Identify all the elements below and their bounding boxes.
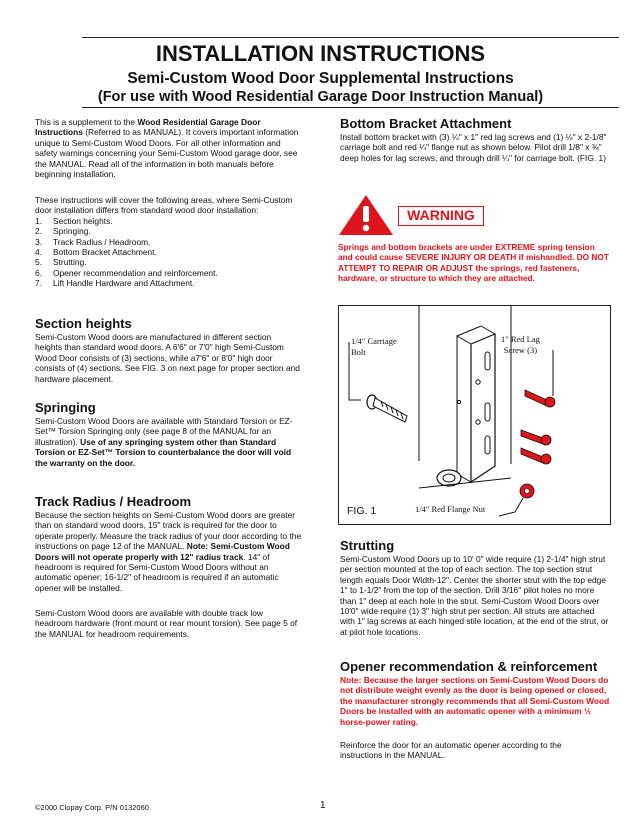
page-subtitle: Semi-Custom Wood Door Supplemental Instructions — [127, 70, 514, 87]
figure-label-lag-screw: 1" Red Lag Screw (3) — [501, 334, 540, 355]
list-item: 7. Lift Handle Hardware and Attachment. — [35, 278, 195, 289]
header-bottom-rule — [82, 107, 619, 108]
bottom-bracket-heading: Bottom Bracket Attachment — [340, 116, 512, 131]
footer-copyright: ©2000 Clopay Corp. P/N 0132060 — [35, 803, 149, 812]
list-item: 4. Bottom Bracket Attachment. — [35, 247, 157, 258]
springing-heading: Springing — [35, 400, 96, 415]
track-text-2: Semi-Custom Wood doors are available with double track low headroom hardware (front mount or rear mount torsion). See page 5 of the MANUAL for headroom requirements. — [35, 608, 298, 639]
intro-areas-text: These instructions will cover the following areas, where Semi-Custom door installation differs from standard wood door installation: — [35, 195, 293, 216]
flange-nut-icon — [520, 484, 534, 498]
warning-triangle-icon — [338, 194, 394, 236]
strutting-text: Semi-Custom Wood Doors up to 10' 0" wide require (1) 2-1/4" high strut per section mounted at the top of each section. The top section strut length equals Door Width-12". Center the shorter strut with the top edge 1" to 1-1/2" from the top of the section. Drill 3/16" pilot holes no more than 1" deep at each hole in the strut. Semi-Custom Wood Doors over 10'0" wide require (1) 3" high strut per section. All struts are attached with 1" lag screws at each hinged stile location, at the end of the strut, or at pilot hole locations. — [340, 554, 609, 637]
track-heading: Track Radius / Headroom — [35, 494, 192, 509]
header-top-rule — [82, 37, 619, 38]
intro-paragraph: This is a supplement to the Wood Residential Garage Door Instructions (Referred to as MANUAL). It covers important information unique to Semi-Custom Wood Doors. For all other information and safety warnings concerning your Semi-Custom Wood garage door, see the MANUAL. Read all of the information in both manuals before beginning installation. — [35, 117, 299, 180]
list-item: 3. Track Radius / Headroom. — [35, 236, 151, 247]
warning-label: WARNING — [407, 207, 475, 223]
bottom-bracket-text: Install bottom bracket with (3) ¼" x 1" red lag screws and (1) ¼" x 2-1/8" carriage bolt and red ¼" flange nut as shown below. Pilot drill 1/8" x ¾" deep holes for lag screws, and through drill ¼" for carriage bolt. (FIG. 1) — [340, 132, 607, 163]
section-heights-heading: Section heights — [35, 316, 132, 331]
list-item: 2. Springing. — [35, 226, 91, 237]
areas-list — [35, 216, 305, 289]
figure-caption: FIG. 1 — [347, 505, 377, 517]
figure-label-carriage-bolt: 1/4" Carriage Bolt — [351, 336, 397, 357]
page-number: 1 — [320, 800, 326, 811]
list-item: 6. Opener recommendation and reinforcement. — [35, 267, 218, 278]
track-text: Because the section heights on Semi-Custom Wood doors are greater than on standard wood doors, 15" track is required for the door to operate properly. Measure the track radius of your door according to the instructions on page 12 of the MANUAL. Note: Semi-Custom Wood Doors will not operate properly with 12" radius track. 14" of headroom is required for Semi-Custom Wood Doors without an automatic opener; 16-1/2" of headroom is required if an automatic opener will be installed. — [35, 510, 302, 593]
section-heights-text: Semi-Custom Wood doors are manufactured in different section heights than standard wood doors. A 6'6" or 7'0" high Semi-Custom Wood Door consists of (3) sections, while a7'6" or 8'0" high door consists of (4) sections. See FIG. 3 on next page for proper section and hardware placement. — [35, 332, 300, 384]
strutting-heading: Strutting — [340, 538, 395, 553]
figure-1-frame — [338, 305, 611, 525]
lag-screw-icon — [521, 448, 551, 464]
springing-text: Semi-Custom Wood Doors are available with Standard Torsion or EZ-Set™ Torsion Springing only (see page 8 of the MANUAL for an illustration). Use of any springing system other than Standard Torsion or EZ-Set™ Torsion to counterbalance the door will void the warranty on the door. — [35, 416, 293, 468]
opener-note: Note: Because the larger sections on Semi-Custom Wood Doors do not distribute weight evenly as the door is being opened or closed, the manufacturer strongly recommends that all Semi-Custom Wood Doors be installed with an automatic opener with a minimum ½ horse-power rating. — [340, 675, 610, 727]
figure-label-flange-nut: 1/4" Red Flange Nut — [415, 504, 486, 514]
opener-text: Reinforce the door for an automatic opener according to the instructions in the MANUAL. — [340, 740, 562, 761]
page-title: INSTALLATION INSTRUCTIONS — [155, 41, 486, 66]
list-item: 1. Section heights. — [35, 215, 113, 226]
warning-text: Springs and bottom brackets are under EXTREME spring tension and could cause SEVERE INJURY OR DEATH if mishandled. DO NOT ATTEMPT TO REPAIR OR ADJUST the springs, red fasteners, hardware, or structure to which they are attached. — [338, 242, 609, 284]
lag-screw-icon — [525, 390, 555, 407]
carriage-bolt-icon — [367, 395, 407, 422]
page-subtitle-2: (For use with Wood Residential Garage Door Instruction Manual) — [97, 89, 544, 105]
lag-screw-icon — [521, 430, 551, 445]
warning-label-box — [398, 206, 484, 226]
list-item: 5. Strutting. — [35, 257, 87, 268]
intro-areas — [35, 195, 305, 289]
opener-heading: Opener recommendation & reinforcement — [340, 659, 598, 674]
